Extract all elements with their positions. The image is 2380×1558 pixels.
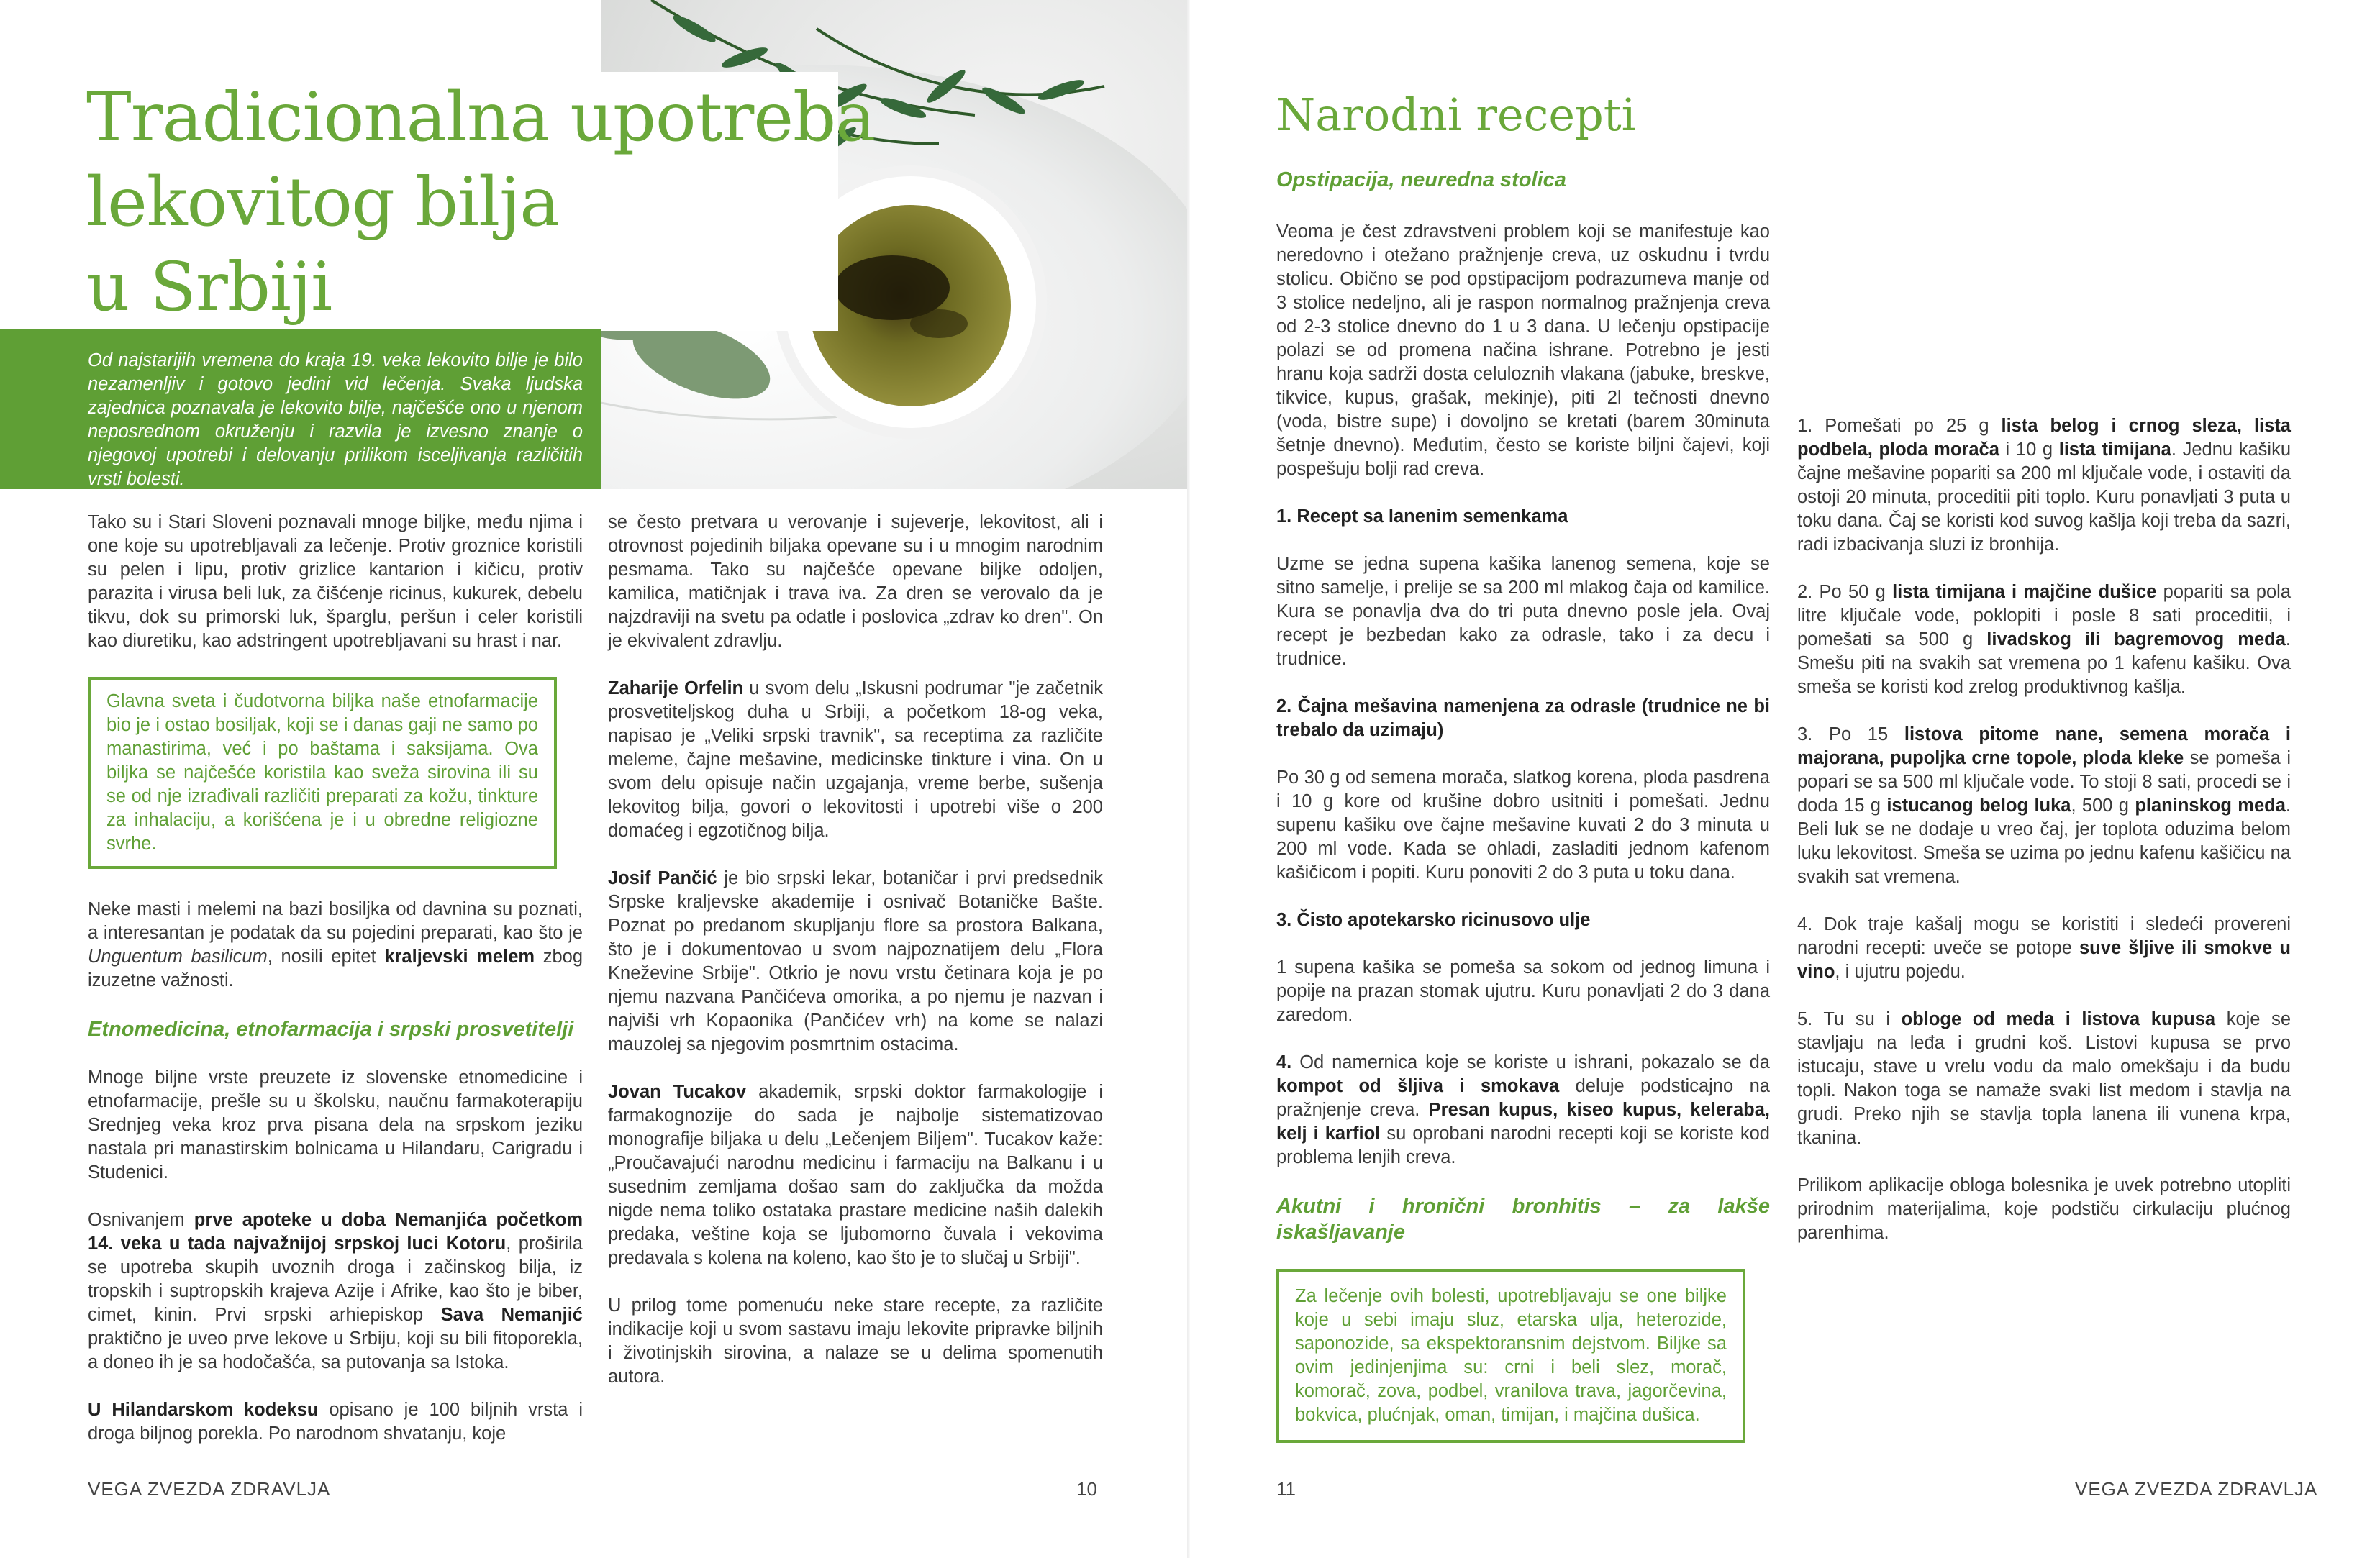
paragraph: Neke masti i melemi na bazi bosiljka od davnina su poznati, a interesantan je podatak da su pojedini preparati, kao što je Unguentum basilicum, nosili epitet kraljevski melem zbog izuzetne važnosti. bbox=[88, 899, 583, 990]
right-column-2 bbox=[1797, 414, 2291, 1269]
recipes-title: Narodni recepti bbox=[1276, 88, 1636, 141]
footer-magazine-name: VEGA ZVEZDA ZDRAVLJA bbox=[2075, 1478, 2318, 1500]
title-line-3: u Srbiji bbox=[86, 248, 332, 327]
paragraph: U prilog tome pomenuću neke stare recepte, za različite indikacije koji u svom sastavu imaju lekovite pripravke biljnih i životinjskih sirovina, a nalaze se u delima spomenutih autora. bbox=[608, 1295, 1103, 1387]
intro-text: Od najstarijih vremena do kraja 19. veka lekovito bilje je bilo nezamenljiv i gotovo jedini vid lečenja. Svaka ljudska zajednica poznavala je lekovito bilje, najčešće ono u njenom neposrednom okruženju i razvila je izvesno znanje o njegovoj upotrebi i delovanju prilikom isceljivanja različitih vrsti bolesti. bbox=[88, 350, 583, 489]
page-number: 11 bbox=[1276, 1478, 1296, 1500]
paragraph: Jovan Tucakov akademik, srpski doktor farmakologije i farmakognozije do sada je najbolje sistematizovao monografije biljaka u delu „Lečenjem Biljem". Tucakov kaže: „Proučavajući narodnu medicinu i farmaciju na Balkanu i u susednim zemljama došao sam do zaključka da možda nigde nema toliko ostataka prastare medicine naših dalekih predaka, veštine koja se ljubomorno čuvala i vekovima predavala s kolena na koleno, kao što je to slučaj u Srbiji". bbox=[608, 1082, 1103, 1268]
bronchitis-subhead: Akutni i hronični bronhitis – za lakše iskašljavanje bbox=[1276, 1195, 1770, 1244]
paragraph: 5. Tu su i obloge od meda i listova kupusa koje se stavljaju na leđa i grudni koš. Listovi kupusa se prvo istucaju, stave u vrelu vodu da malo omekšaju i da budu topli. Nakon toga se namaže svaki list medom i stavlja na grudi. Preko njih se stavlja topla lanena ili vunena krpa, tkanina. bbox=[1797, 1009, 2291, 1148]
paragraph: 4. Dok traje kašalj mogu se koristiti i sledeći provereni narodni recepti: uveče se potope suve šljive ili smokve u vino, i ujutru pojedu. bbox=[1797, 914, 2291, 982]
basil-callout: Glavna sveta i čudotvorna biljka naše etnofarmacije bio je i ostao bosiljak, koji se i danas gaji ne samo po manastirima, već i po baštama i saksijama. Ova biljka se najčešće koristila kao sveža sirovina ili su se od nje izrađivali različiti preparati za kožu, tinkture za inhalaciju, a korišćena je i u obredne religiozne svrhe. bbox=[88, 677, 557, 869]
paragraph: 3. Po 15 listova pitome nane, semena morača i majorana, pupoljka crne topole, ploda kleke se pomeša i popari se sa 500 ml ključale vode. To stoji 8 sati, procedi se i doda 15 g istucanog belog luka, 500 g planinskog meda. Beli luk se ne dodaje u vreo čaj, jer toplota oduzima belom luku lekovitost. Smeša se uzima po jednu kafenu kašičicu na svakih sat vremena. bbox=[1797, 724, 2291, 887]
recipe-heading-2: 2. Čajna mešavina namenjena za odrasle (trudnice ne bi trebalo da uzimaju) bbox=[1276, 696, 1770, 740]
paragraph: 4. Od namernica koje se koriste u ishrani, pokazalo se da kompot od šljiva i smokava deluje podsticajno na pražnjenje creva. Presan kupus, kiseo kupus, keleraba, kelj i karfiol su oprobani narodni recepti koji se koriste kod problema lenjih creva. bbox=[1276, 1052, 1770, 1167]
recipe-heading-3: 3. Čisto apotekarsko ricinusovo ulje bbox=[1276, 910, 1591, 930]
paragraph: Po 30 g od semena morača, slatkog korena, ploda pasdrena i 10 g kore od krušine dobro usitniti i pomešati. Jednu supenu kašiku ove čajne mešavine kuvati 2 do 3 minuta u 200 ml vode. Kada se ohladi, zasladiti jednom kafenom kašičicom i popiti. Kuru ponoviti 2 do 3 puta u toku dana. bbox=[1276, 767, 1770, 883]
paragraph: Josif Pančić je bio srpski lekar, botaničar i prvi predsednik Srpske kraljevske akademije i osnivač Botaničke Bašte. Poznat po predanom skupljanju flore sa prostora Balkana, što je i dokumentovao u svom najpoznatijem delu „Flora Kneževine Srbije". Otkrio je novu vrstu četinara koja je po njemu nazvana Pančićeva omorika, a po njemu je nazvan i najviši vrh Kopaonika (Pančićev vrh) na kome se nalazi mauzolej sa njegovim posmrtnim ostacima. bbox=[608, 868, 1103, 1054]
left-column-2 bbox=[608, 511, 1103, 1413]
right-page bbox=[1190, 0, 2380, 1558]
page-number: 10 bbox=[1076, 1478, 1097, 1500]
title-line-2: lekovitog bilja bbox=[86, 163, 560, 242]
paragraph: Prilikom aplikacije obloga bolesnika je uvek potrebno utopliti prirodnim materijalima, koje podstiču cirkulaciju plućnog parenhima. bbox=[1797, 1175, 2291, 1243]
right-column-1 bbox=[1276, 220, 1770, 1472]
recipe-heading-1: 1. Recept sa lanenim semenkama bbox=[1276, 506, 1568, 527]
bronchitis-callout: Za lečenje ovih bolesti, upotrebljavaju se one biljke koje u sebi imaju sluz, etarska ulja, heterozide, saponozide, sa ekspektoransnim dejstvom. Biljke sa ovim jedinjenjima su: crni i beli slez, morač, komorač, zova, podbel, vranilova trava, jagorčevina, bokvica, plućnjak, oman, timijan, i majčina dušica. bbox=[1276, 1269, 1745, 1443]
paragraph: Zaharije Orfelin u svom delu „Iskusni podrumar "je začetnik prosvetiteljskog duha u Srbiji, a početkom 18-og veka, napisao je „Veliki srpski travnik", sa receptima za različite meleme, čajne mešavine, medicinske tinkture i vina. On u svom delu opisuje način uzgajanja, vreme berbe, sušenja lekovitog bilja, govori o lekovitosti i upotrebi više o 200 domaćeg i egzotičnog bilja. bbox=[608, 678, 1103, 841]
article-title bbox=[86, 76, 875, 330]
paragraph: 1 supena kašika se pomeša sa sokom od jednog limuna i popije na prazan stomak ujutru. Kuru ponavljati 2 do 3 dana zaredom. bbox=[1276, 957, 1770, 1025]
paragraph: Veoma je čest zdravstveni problem koji se manifestuje kao neredovno i otežano pražnjenje creva, uz oskudnu i tvrdu stolicu. Obično se pod opstipacijom podrazumeva manje od 3 stolice nedeljno, ali je raspon normalnog pražnjenja creva od 2-3 stolice dnevno do 1 u 3 dana. U lečenju opstipacije polazi se od promena načina ishrane. Potrebno je jesti hranu koja sadrži dosta celuloznih vlakana (jabuke, breskve, tikvice, kupus, grašak, mekinje), piti 2l tečnosti dnevno (voda, bistre supe) i dovoljno se kretati (barem 30minuta šetnje dnevno). Međutim, često se koriste biljni čajevi, koji pospešuju bolji rad creva. bbox=[1276, 222, 1770, 479]
paragraph: Osnivanjem prve apoteke u doba Nemanjića početkom 14. veka u tada najvažnijoj srpskoj luci Kotoru, proširila se upotreba skupih uvoznih droga i začinskog bilja, iz tropskih i suptropskih krajeva Azije i Afrike, kao što je biber, cimet, kinin. Prvi srpski arhiepiskop Sava Nemanjić praktično je uveo prve lekove u Srbiju, koji su bili fitoporekla, a doneo ih je sa hodočašća, sa putovanja sa Istoka. bbox=[88, 1210, 583, 1372]
left-column-1 bbox=[88, 511, 583, 1470]
paragraph: Tako su i Stari Sloveni poznavali mnoge biljke, među njima i one koje su upotrebljavali za lečenje. Protiv groznice koristili su pelen i lipu, protiv grizlice kantarion i kičicu, protiv parazita i virusa beli luk, za čišćenje ricinus, kukurek, debelu tikvu, dok su primorski luk, šparglu, peršun i celer koristili kao diuretiku, kao adstringent upotrebljavani su hrast i nar. bbox=[88, 512, 583, 651]
constipation-subhead: Opstipacija, neuredna stolica bbox=[1276, 168, 1566, 191]
paragraph: 1. Pomešati po 25 g lista belog i crnog sleza, lista podbela, ploda morača i 10 g lista timijana. Jednu kašiku čajne mešavine popariti sa 200 ml ključale vode, i ostaviti da ostoji 20 minuta, proceditii piti toplo. Kuru ponavljati 3 puta u toku dana. Čaj se koristi kod suvog kašlja koji treba da sazri, radi izbacivanja sluzi iz bronhija. bbox=[1797, 416, 2291, 555]
title-line-1: Tradicionalna upotreba bbox=[86, 78, 876, 157]
footer-magazine-name: VEGA ZVEZDA ZDRAVLJA bbox=[88, 1478, 331, 1500]
paragraph: Uzme se jedna supena kašika lanenog semena, koje se sitno samelje, i prelije se sa 200 ml mlakog čaja od kamilice. Kura se ponavlja dva do tri puta dnevno posle jela. Ovaj recept je bezbedan kako za odrasle, tako i za decu i trudnice. bbox=[1276, 554, 1770, 669]
paragraph: Mnoge biljne vrste preuzete iz slovenske etnomedicine i etnofarmacije, prešle su u školsku, naučnu farmakoterapiju Srednjeg veka kroz prva pisana dela na srpskom jeziku nastala pri manastirskim bolnicama u Hilandaru, Carigradu i Studenici. bbox=[88, 1067, 583, 1183]
paragraph: U Hilandarskom kodeksu opisano je 100 biljnih vrsta i droga biljnog porekla. Po narodnom shvatanju, koje bbox=[88, 1400, 583, 1444]
paragraph: se često pretvara u verovanje i sujeverje, lekovitost, ali i otrovnost pojedinih biljaka opevane su i u mnogim narodnim pesmama. Tako su najčešće opevane biljke odoljen, kamilica, matičnjak i trava iva. Za dren se verovalo da je najzdraviji na svetu pa odatle i poslovica „zdrav ko dren". On je ekvivalent zdravlju. bbox=[608, 512, 1103, 651]
section-subhead: Etnomedicina, etnofarmacija i srpski prosvetitelji bbox=[88, 1018, 574, 1041]
paragraph: 2. Po 50 g lista timijana i majčine dušice popariti sa pola litre ključale vode, poklopiti i posle 8 sati proceditii, i pomešati sa 500 g livadskog ili bagremovog meda. Smešu piti na svakih sat vremena po 1 kafenu kašiku. Ova smeša se koristi kod zrelog produktivnog kašlja. bbox=[1797, 582, 2292, 697]
